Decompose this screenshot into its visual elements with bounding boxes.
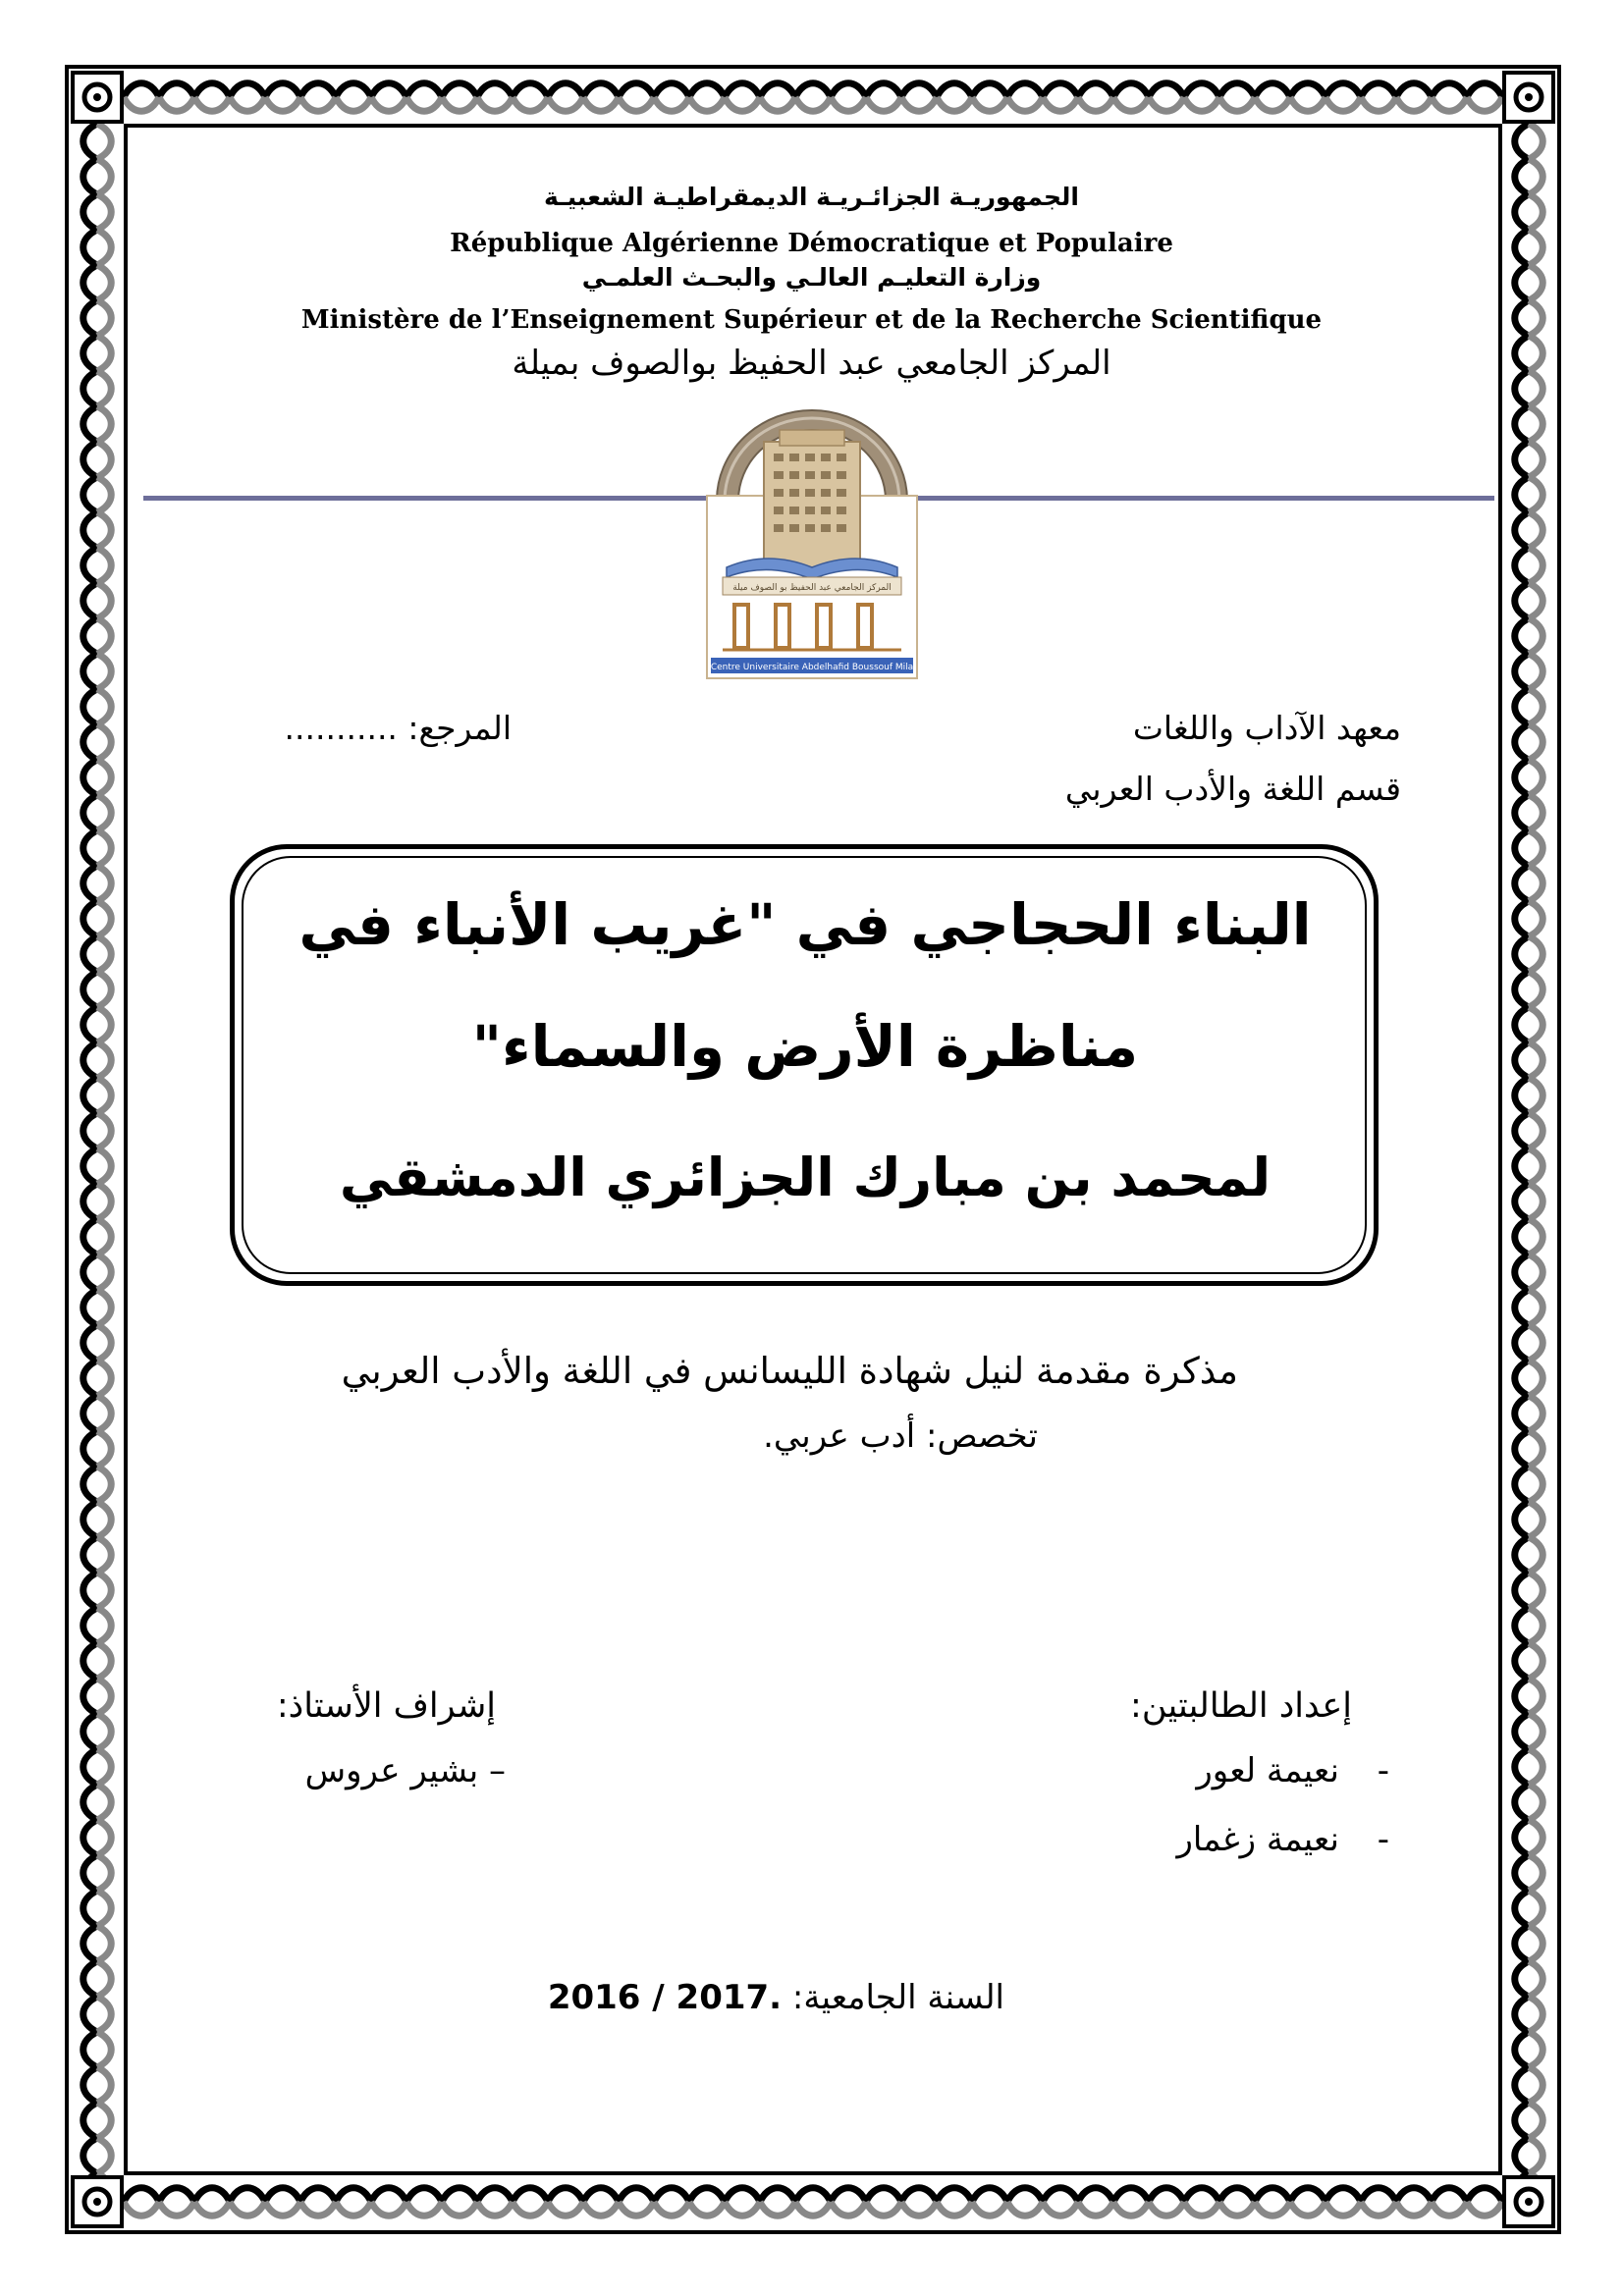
academic-year [548, 1978, 1004, 2017]
thesis-purpose: مذكرة مقدمة لنيل شهادة الليسانس في اللغة والأدب العربي [341, 1350, 1238, 1392]
student-row [1176, 1820, 1389, 1859]
university-logo [703, 402, 921, 679]
academic-year-value: 2016 / 2017. [547, 1978, 783, 2017]
ministry-french: Ministère de l’Enseignement Supérieur et de la Recherche Scientifique [300, 305, 1323, 335]
header-rule-left [143, 496, 708, 501]
student-name: نعيمة زغمار [1176, 1820, 1339, 1859]
university-name: المركز الجامعي عبد الحفيظ بوالصوف بميلة [512, 344, 1111, 383]
border-bottom-band [124, 2175, 1502, 2228]
reference-field: المرجع: ........... [284, 709, 512, 747]
institute-name: معهد الآداب واللغات [1132, 709, 1401, 747]
title-line-1: البناء الحجاجي في "غريب الأنباء في [298, 891, 1312, 958]
student-row [1196, 1751, 1389, 1790]
student-bullet: - [1377, 1820, 1389, 1859]
header-rule-right [917, 496, 1494, 501]
department-name: قسم اللغة والأدب العربي [1064, 770, 1401, 808]
logo-banner-text: المركز الجامعي عبد الحفيظ بو الصوف ميلة [732, 583, 892, 593]
logo-caption: Centre Universitaire Abdelhafid Boussouf Mila [710, 663, 914, 672]
student-bullet: - [1377, 1751, 1389, 1790]
thesis-specialty: تخصص: أدب عربي. [763, 1416, 1038, 1456]
corner-ornament-bottom-right [1502, 2175, 1557, 2230]
border-left-band [71, 124, 124, 2175]
title-line-2: مناظرة الأرض والسماء" [471, 1013, 1139, 1080]
ministry-arabic: وزارة التعليـم العالـي والبحـث العلمـي [581, 263, 1042, 292]
student-name: نعيمة لعور [1196, 1751, 1339, 1790]
border-right-band [1502, 124, 1555, 2175]
academic-year-label: السنة الجامعية: [791, 1978, 1004, 2017]
title-line-3: لمحمد بن مبارك الجزائري الدمشقي [339, 1147, 1271, 1208]
supervisor-name: – بشير عروس [304, 1751, 506, 1790]
corner-ornament-bottom-left [71, 2175, 126, 2230]
republic-arabic: الجمهوريـة الجزائـريـة الديمقراطيـة الشعبيـة [544, 183, 1079, 211]
corner-ornament-top-left [71, 71, 126, 126]
corner-ornament-top-right [1502, 71, 1557, 126]
border-top-band [124, 71, 1502, 124]
students-label: إعداد الطالبتين: [1130, 1686, 1352, 1726]
republic-french: République Algérienne Démocratique et Populaire [450, 229, 1173, 258]
supervisor-label: إشراف الأستاذ: [276, 1686, 496, 1726]
